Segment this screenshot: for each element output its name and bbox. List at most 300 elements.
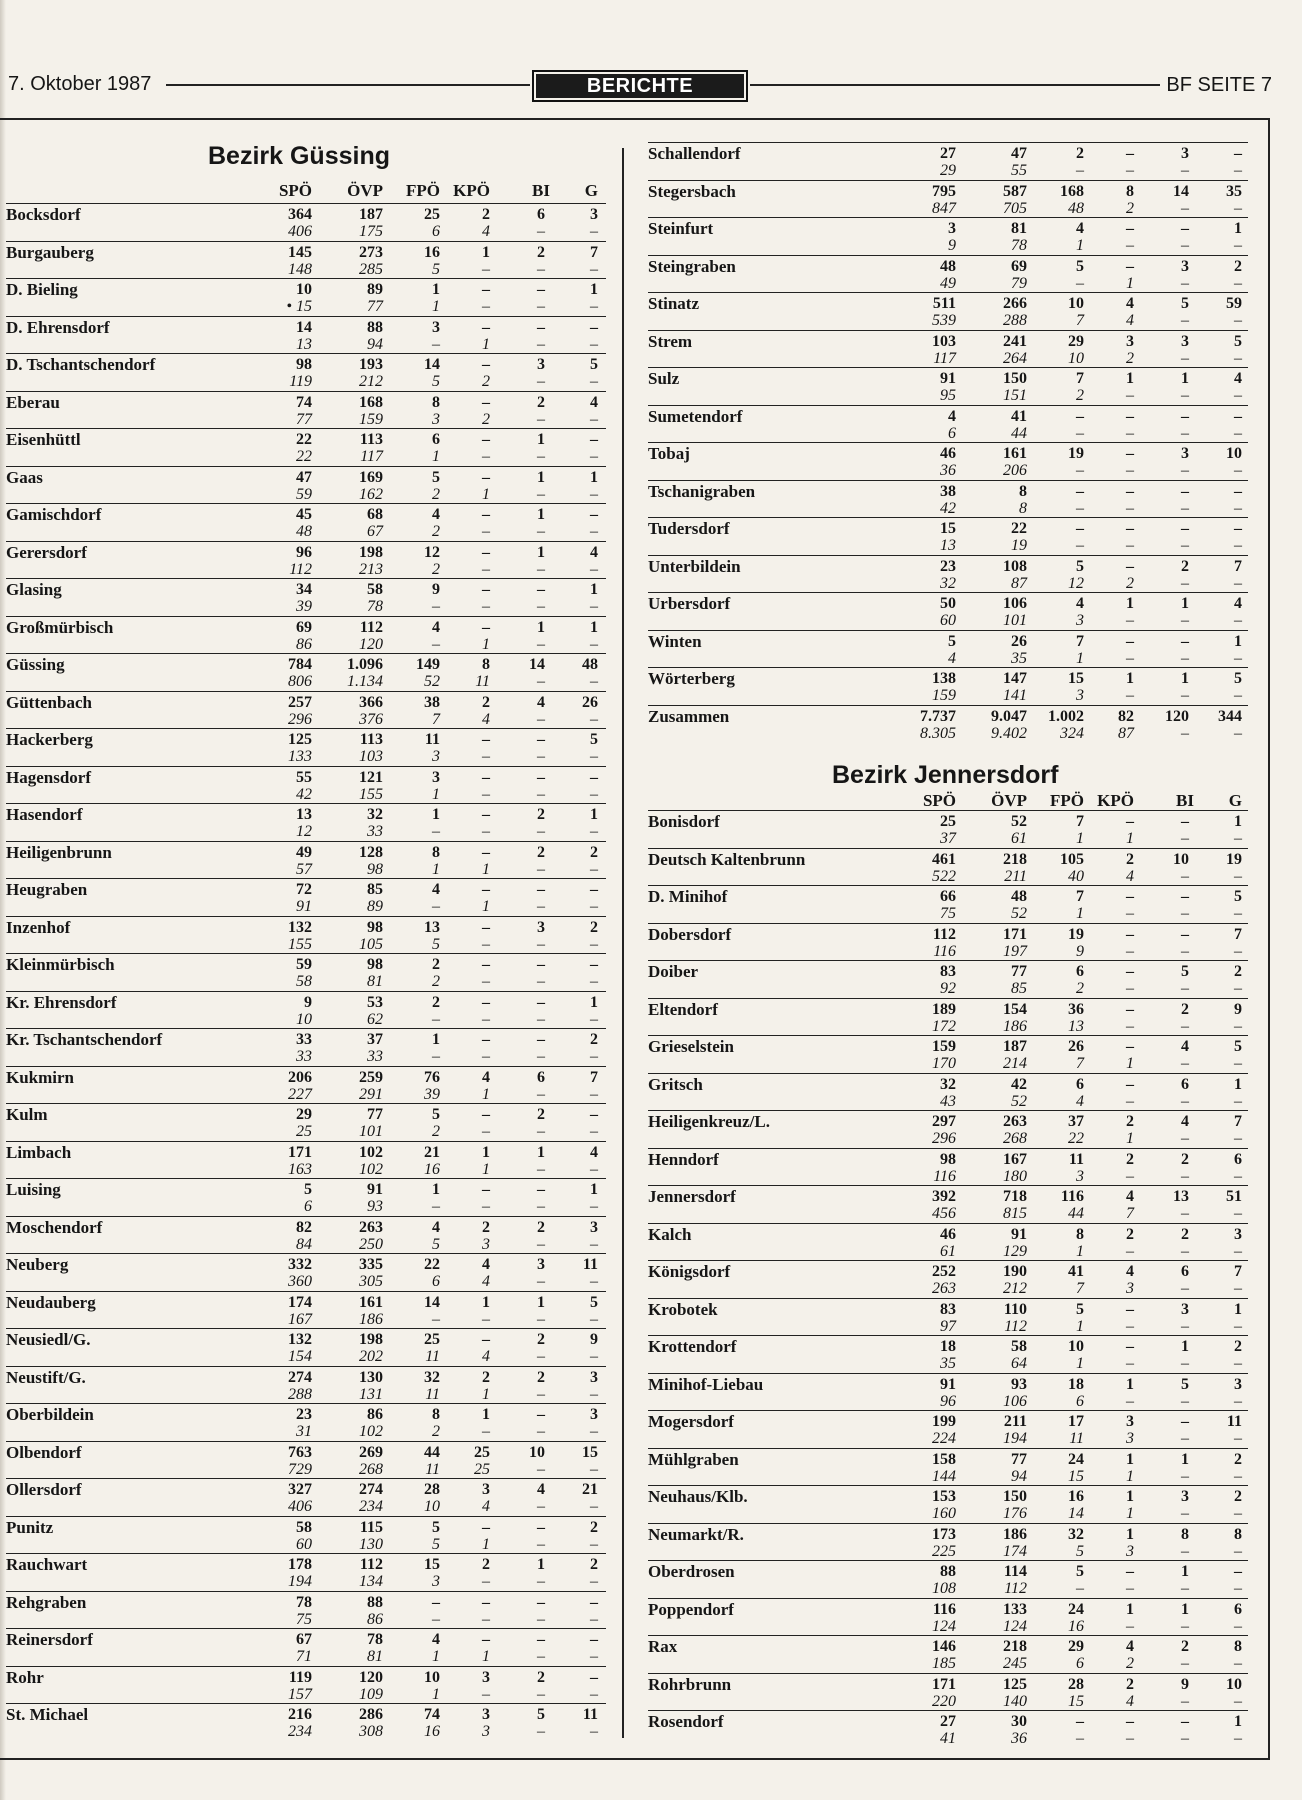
result-1987-fpö: 10: [424, 1668, 440, 1686]
result-1983-övp: 180: [1003, 1167, 1027, 1185]
table-row: [6, 653, 606, 689]
row-rule: [648, 1710, 1248, 1711]
result-1987-g: 3: [590, 206, 598, 223]
result-1987-bi: 1: [1181, 1338, 1189, 1355]
table-row: [648, 1335, 1248, 1371]
municipality-name: Reinersdorf: [6, 1630, 93, 1649]
result-1987-kpö: 8: [482, 656, 490, 673]
result-1987-g: 7: [1234, 1113, 1242, 1130]
result-1983-övp: 212: [1003, 1280, 1027, 1297]
result-1983-kpö: 1: [1126, 1055, 1134, 1072]
result-1987-kpö: –: [1126, 257, 1134, 275]
result-1987-övp: 366: [359, 693, 383, 711]
result-1987-g: 3: [590, 1406, 598, 1423]
result-1983-kpö: 2: [482, 373, 490, 390]
result-1983-kpö: 1: [482, 1385, 490, 1403]
result-1983-kpö: 11: [475, 673, 490, 690]
result-1983-kpö: –: [1126, 387, 1134, 404]
municipality-name: Güssing: [6, 655, 65, 674]
result-1987-spö: 3: [948, 220, 956, 237]
result-1987-fpö: 26: [1068, 1038, 1084, 1055]
result-1983-g: –: [1234, 1205, 1242, 1222]
result-1987-bi: 4: [537, 693, 545, 711]
result-1983-g: –: [590, 1723, 598, 1740]
result-1987-fpö: 8: [432, 393, 440, 411]
result-1987-fpö: 4: [432, 618, 440, 636]
result-1987-spö: 5: [304, 1181, 312, 1198]
result-1983-spö: 58: [296, 973, 312, 990]
result-1983-g: –: [590, 1498, 598, 1515]
result-1983-spö: 157: [288, 1685, 312, 1703]
result-1987-övp: 120: [359, 1668, 383, 1686]
result-1987-g: 1: [1234, 1075, 1242, 1093]
result-1987-g: 11: [582, 1256, 598, 1273]
result-1987-g: –: [1234, 407, 1242, 425]
municipality-name: Neuberg: [6, 1255, 69, 1274]
result-1983-övp: 250: [359, 1235, 383, 1253]
result-1987-bi: 5: [1181, 295, 1189, 312]
result-1987-g: 1: [590, 281, 598, 298]
result-1983-kpö: –: [482, 1685, 490, 1703]
result-1983-fpö: 7: [1076, 1055, 1084, 1072]
result-1987-övp: 112: [359, 618, 383, 636]
result-1983-fpö: –: [432, 1610, 440, 1628]
row-rule: [6, 578, 606, 579]
result-1987-spö: 171: [288, 1143, 312, 1161]
result-1987-bi: 4: [1181, 1038, 1189, 1055]
result-1983-kpö: 3: [482, 1235, 490, 1253]
municipality-name: Poppendorf: [648, 1599, 734, 1619]
result-1983-bi: –: [1181, 462, 1189, 479]
result-1987-spö: 59: [296, 956, 312, 973]
result-1987-g: 4: [590, 543, 598, 561]
result-1987-bi: 2: [537, 843, 545, 861]
row-rule: [6, 1028, 606, 1029]
result-1983-g: –: [1234, 237, 1242, 254]
result-1987-övp: 86: [367, 1406, 383, 1423]
result-1983-bi: –: [1181, 905, 1189, 922]
result-1983-övp: 35: [1011, 649, 1027, 667]
table-row: [648, 1485, 1248, 1521]
result-1987-bi: 5: [1181, 963, 1189, 980]
result-1983-spö: 112: [289, 560, 312, 578]
result-1983-övp: 81: [367, 1648, 383, 1665]
table-row: [6, 803, 606, 839]
result-1983-spö: 49: [940, 274, 956, 292]
result-1983-kpö: 1: [482, 1648, 490, 1665]
result-1987-övp: 161: [359, 1293, 383, 1311]
result-1987-g: –: [590, 1631, 598, 1648]
result-1983-spö: 155: [288, 935, 312, 953]
municipality-name: Heiligenkreuz/L.: [648, 1112, 770, 1131]
result-1987-kpö: 1: [1126, 370, 1134, 387]
result-1987-kpö: –: [482, 731, 490, 748]
result-1987-fpö: 28: [1068, 1675, 1084, 1693]
table-row: [6, 991, 606, 1027]
table-row: [6, 1591, 606, 1627]
result-1987-g: 10: [1226, 445, 1242, 462]
result-1983-kpö: –: [482, 748, 490, 765]
result-1987-g: –: [1234, 1563, 1242, 1580]
municipality-name: Stinatz: [648, 294, 699, 313]
row-rule: [648, 217, 1248, 218]
municipality-name: Kr. Tschantschendorf: [6, 1030, 163, 1049]
result-1983-kpö: 3: [1126, 1430, 1134, 1447]
result-1983-övp: 44: [1011, 424, 1027, 442]
result-1983-spö: 522: [932, 867, 956, 885]
header-date: 7. Oktober 1987: [8, 73, 152, 95]
municipality-name: Winten: [648, 631, 702, 651]
result-1983-fpö: 22: [1068, 1130, 1084, 1147]
result-1987-kpö: –: [1126, 1075, 1134, 1093]
result-1983-spö: 61: [940, 1242, 956, 1260]
result-1987-spö: 763: [288, 1443, 312, 1461]
result-1987-övp: 198: [359, 1331, 383, 1348]
table-row: [648, 217, 1248, 253]
result-1987-övp: 37: [367, 1031, 383, 1048]
column-header-6: G: [1228, 791, 1242, 810]
left-section-title: Bezirk Güssing: [208, 142, 390, 170]
result-1987-kpö: 3: [482, 1481, 490, 1498]
result-1983-bi: –: [537, 898, 545, 915]
municipality-name: Luising: [6, 1180, 61, 1199]
municipality-name: Königsdorf: [648, 1262, 731, 1281]
municipality-name: Kleinmürbisch: [6, 955, 115, 974]
result-1987-kpö: 2: [482, 1556, 490, 1573]
result-1987-fpö: 2: [1076, 145, 1084, 162]
result-1987-bi: 14: [1173, 182, 1189, 200]
result-1987-fpö: 19: [1068, 925, 1084, 943]
result-1983-fpö: 1: [1076, 237, 1084, 254]
result-1983-spö: 75: [296, 1610, 312, 1628]
result-1983-bi: –: [1181, 537, 1189, 554]
result-1983-övp: 19: [1011, 537, 1027, 554]
column-header-1: SPÖ: [922, 791, 956, 810]
row-rule: [6, 1478, 606, 1479]
result-1983-g: –: [1234, 312, 1242, 329]
municipality-name: Inzenhof: [6, 917, 71, 937]
result-1983-g: –: [1234, 1505, 1242, 1522]
result-1987-bi: 3: [1181, 1300, 1189, 1318]
result-1983-spö: 95: [940, 387, 956, 404]
result-1987-fpö: 6: [1076, 963, 1084, 980]
result-1987-spö: 91: [940, 1375, 956, 1393]
result-1987-kpö: –: [1126, 520, 1134, 537]
table-row: [6, 1178, 606, 1214]
result-1987-bi: –: [537, 956, 545, 973]
result-1987-fpö: 44: [424, 1443, 440, 1461]
result-1983-övp: 102: [359, 1423, 383, 1440]
result-1983-bi: –: [537, 1460, 545, 1478]
result-1983-kpö: 1: [1126, 274, 1134, 292]
result-1983-spö: 35: [940, 1355, 956, 1372]
result-1983-kpö: –: [482, 598, 490, 615]
result-1983-kpö: 2: [482, 410, 490, 428]
table-row: [6, 1366, 606, 1402]
result-1983-fpö: 6: [432, 1273, 440, 1290]
table-row: [6, 278, 606, 314]
result-1983-bi: –: [1181, 1130, 1189, 1147]
result-1983-fpö: 16: [424, 1723, 440, 1740]
table-row: [648, 330, 1248, 366]
result-1983-bi: –: [1181, 574, 1189, 592]
municipality-name: Jennersdorf: [648, 1187, 736, 1206]
result-1983-spö: 37: [940, 830, 956, 847]
table-row: [648, 923, 1248, 959]
municipality-name: Strem: [648, 331, 693, 351]
table-row: [648, 705, 1248, 741]
result-1987-övp: 218: [1003, 850, 1027, 868]
result-1987-bi: 1: [537, 431, 545, 448]
result-1987-kpö: –: [1126, 1713, 1134, 1730]
result-1987-spö: 116: [932, 1600, 956, 1618]
municipality-name: Gritsch: [648, 1074, 703, 1094]
result-1987-bi: –: [1181, 632, 1189, 650]
row-rule: [6, 1628, 606, 1629]
result-1983-övp: 98: [367, 860, 383, 878]
result-1987-bi: 2: [1181, 557, 1189, 575]
result-1983-övp: 101: [359, 1123, 383, 1140]
result-1987-g: 5: [590, 356, 598, 373]
municipality-name: Neumarkt/R.: [648, 1524, 744, 1544]
table-row: [648, 1673, 1248, 1709]
result-1983-kpö: 4: [482, 710, 490, 728]
result-1987-g: 8: [1234, 1638, 1242, 1655]
table-row: [648, 517, 1248, 553]
result-1983-fpö: 11: [425, 1460, 440, 1478]
result-1987-bi: –: [537, 881, 545, 898]
municipality-name: Heiligenbrunn: [6, 842, 112, 862]
result-1983-kpö: –: [482, 260, 490, 278]
result-1983-spö: 8.305: [920, 724, 956, 742]
result-1987-kpö: 2: [1126, 1675, 1134, 1693]
municipality-name: Schallendorf: [648, 144, 741, 163]
result-1987-övp: 93: [1011, 1375, 1027, 1393]
result-1983-bi: –: [537, 598, 545, 615]
result-1987-spö: 25: [940, 813, 956, 830]
result-1987-g: –: [1234, 482, 1242, 500]
result-1987-övp: 263: [1003, 1113, 1027, 1130]
result-1987-spö: 297: [932, 1113, 956, 1130]
result-1983-kpö: –: [482, 298, 490, 315]
result-1983-övp: 109: [359, 1685, 383, 1703]
result-1987-bi: 3: [1181, 1488, 1189, 1505]
result-1983-spö: 456: [932, 1205, 956, 1222]
result-1987-spö: 199: [932, 1413, 956, 1430]
result-1987-bi: 10: [529, 1443, 545, 1461]
result-1987-fpö: 4: [1076, 595, 1084, 612]
result-1983-g: –: [590, 598, 598, 615]
result-1987-kpö: 25: [474, 1443, 490, 1461]
result-1987-g: 5: [1234, 888, 1242, 905]
result-1987-spö: 119: [288, 1668, 312, 1686]
result-1987-bi: –: [1181, 1413, 1189, 1430]
result-1987-bi: 1: [1181, 1450, 1189, 1468]
result-1983-g: –: [590, 335, 598, 353]
table-row: [648, 1185, 1248, 1221]
result-1987-fpö: 1.002: [1048, 707, 1084, 725]
result-1987-fpö: 105: [1060, 850, 1084, 868]
result-1983-kpö: 1: [482, 1085, 490, 1103]
result-1983-spö: 13: [940, 537, 956, 554]
result-1987-bi: 2: [1181, 1000, 1189, 1018]
table-row: [648, 1523, 1248, 1559]
result-1987-fpö: 15: [1068, 670, 1084, 687]
municipality-name: Hagensdorf: [6, 767, 91, 787]
result-1987-spö: 96: [296, 543, 312, 561]
result-1983-fpö: 1: [432, 785, 440, 803]
result-1983-fpö: 9: [1076, 942, 1084, 960]
result-1983-fpö: 3: [432, 748, 440, 765]
row-rule: [6, 1666, 606, 1667]
table-row: [648, 1035, 1248, 1071]
result-1983-kpö: 25: [474, 1460, 490, 1478]
municipality-name: Mühlgraben: [648, 1449, 739, 1469]
result-1983-spö: 806: [288, 673, 312, 690]
result-1983-kpö: –: [1126, 1242, 1134, 1260]
municipality-name: Gamischdorf: [6, 505, 102, 524]
result-1987-kpö: –: [1126, 145, 1134, 162]
result-1983-bi: –: [1181, 1430, 1189, 1447]
column-header-3: FPÖ: [406, 181, 440, 200]
result-1983-övp: 186: [1003, 1017, 1027, 1035]
result-1983-kpö: 1: [482, 860, 490, 878]
result-1983-g: –: [590, 673, 598, 690]
result-1983-g: –: [1234, 349, 1242, 367]
result-1983-övp: 285: [359, 260, 383, 278]
result-1987-fpö: 21: [424, 1143, 440, 1161]
result-1987-fpö: 14: [424, 356, 440, 373]
result-1987-bi: –: [1181, 482, 1189, 500]
result-1987-bi: 1: [537, 543, 545, 561]
result-1987-kpö: 4: [1126, 1188, 1134, 1205]
result-1987-kpö: 2: [482, 206, 490, 223]
result-1983-spö: 539: [932, 312, 956, 329]
result-1983-g: –: [1234, 462, 1242, 479]
result-1983-fpö: 5: [432, 1535, 440, 1553]
result-1983-kpö: 1: [1126, 1505, 1134, 1522]
result-1987-fpö: 5: [432, 468, 440, 486]
result-1987-spö: 153: [932, 1488, 956, 1505]
result-1983-bi: –: [1181, 1055, 1189, 1072]
result-1983-spö: 160: [932, 1505, 956, 1522]
table-row: [648, 1598, 1248, 1634]
result-1987-fpö: 37: [1068, 1113, 1084, 1130]
result-1983-g: –: [1234, 1242, 1242, 1260]
result-1983-spö: 25: [296, 1123, 312, 1140]
result-1983-spö: 57: [296, 860, 312, 878]
result-1987-bi: 1: [1181, 1600, 1189, 1618]
result-1983-spö: 194: [288, 1573, 312, 1590]
result-1987-spö: 58: [296, 1518, 312, 1536]
result-1983-kpö: –: [1126, 1580, 1134, 1597]
section-label: BERICHTE: [536, 74, 744, 98]
result-1987-övp: 218: [1003, 1638, 1027, 1655]
row-rule: [6, 991, 606, 992]
result-1987-övp: 8: [1019, 482, 1027, 500]
result-1983-bi: –: [1181, 612, 1189, 629]
result-1987-bi: 2: [537, 1106, 545, 1123]
result-1983-bi: –: [1181, 649, 1189, 667]
result-1983-spö: 9: [948, 237, 956, 254]
result-1983-kpö: 4: [1126, 867, 1134, 885]
result-1987-g: 9: [1234, 1000, 1242, 1018]
result-1983-spö: 33: [296, 1048, 312, 1065]
result-1983-bi: –: [537, 935, 545, 953]
result-1983-kpö: 3: [1126, 1542, 1134, 1560]
result-1983-fpö: –: [432, 1310, 440, 1328]
result-1987-spö: 29: [296, 1106, 312, 1123]
result-1983-fpö: –: [1076, 274, 1084, 292]
result-1987-spö: 125: [288, 731, 312, 748]
table-row: [648, 1073, 1248, 1109]
row-rule: [648, 1410, 1248, 1411]
result-1983-fpö: 15: [1068, 1692, 1084, 1710]
result-1987-spö: 461: [932, 850, 956, 868]
result-1983-fpö: 10: [424, 1498, 440, 1515]
result-1983-övp: 159: [359, 410, 383, 428]
table-row: [6, 316, 606, 352]
result-1987-bi: 6: [1181, 1075, 1189, 1093]
result-1983-fpö: 6: [1076, 1392, 1084, 1410]
result-1987-g: 344: [1218, 707, 1242, 725]
result-1987-g: 3: [1234, 1375, 1242, 1393]
row-rule: [648, 1223, 1248, 1224]
result-1987-kpö: –: [1126, 813, 1134, 830]
result-1983-bi: –: [1181, 1280, 1189, 1297]
result-1987-kpö: –: [1126, 1000, 1134, 1018]
table-row: [6, 503, 606, 539]
result-1983-kpö: –: [482, 448, 490, 465]
result-1983-övp: 214: [1003, 1055, 1027, 1072]
municipality-name: Rauchwart: [6, 1555, 88, 1574]
result-1983-fpö: 6: [432, 223, 440, 240]
result-1987-g: –: [590, 431, 598, 448]
result-1983-övp: 162: [359, 485, 383, 503]
result-1987-spö: 14: [296, 318, 312, 336]
result-1983-g: –: [590, 1198, 598, 1215]
result-1983-övp: 141: [1003, 687, 1027, 704]
row-rule: [648, 885, 1248, 886]
result-1983-fpö: –: [432, 898, 440, 915]
result-1987-g: 26: [582, 693, 598, 711]
result-1983-spö: 406: [288, 1498, 312, 1515]
result-1983-fpö: 12: [1068, 574, 1084, 592]
result-1983-bi: –: [537, 1385, 545, 1403]
result-1987-g: 1: [1234, 632, 1242, 650]
result-1983-övp: 308: [359, 1723, 383, 1740]
result-1983-kpö: 4: [482, 1498, 490, 1515]
result-1983-övp: 67: [367, 523, 383, 540]
municipality-name: Neustift/G.: [6, 1367, 86, 1387]
result-1987-bi: 4: [537, 1481, 545, 1498]
result-1987-spö: 72: [296, 881, 312, 898]
result-1987-kpö: 4: [1126, 1638, 1134, 1655]
result-1987-spö: 145: [288, 243, 312, 261]
result-1983-spö: 729: [288, 1460, 312, 1478]
result-1987-g: 1: [590, 468, 598, 486]
table-row: [648, 1560, 1248, 1596]
result-1983-bi: –: [537, 1648, 545, 1665]
result-1987-spö: 66: [940, 888, 956, 905]
result-1987-övp: 274: [359, 1481, 383, 1498]
result-1987-bi: 4: [1181, 1113, 1189, 1130]
result-1983-fpö: 40: [1068, 867, 1084, 885]
municipality-name: Hackerberg: [6, 730, 93, 749]
result-1983-kpö: –: [482, 523, 490, 540]
result-1983-g: –: [590, 1385, 598, 1403]
result-1983-spö: 167: [288, 1310, 312, 1328]
